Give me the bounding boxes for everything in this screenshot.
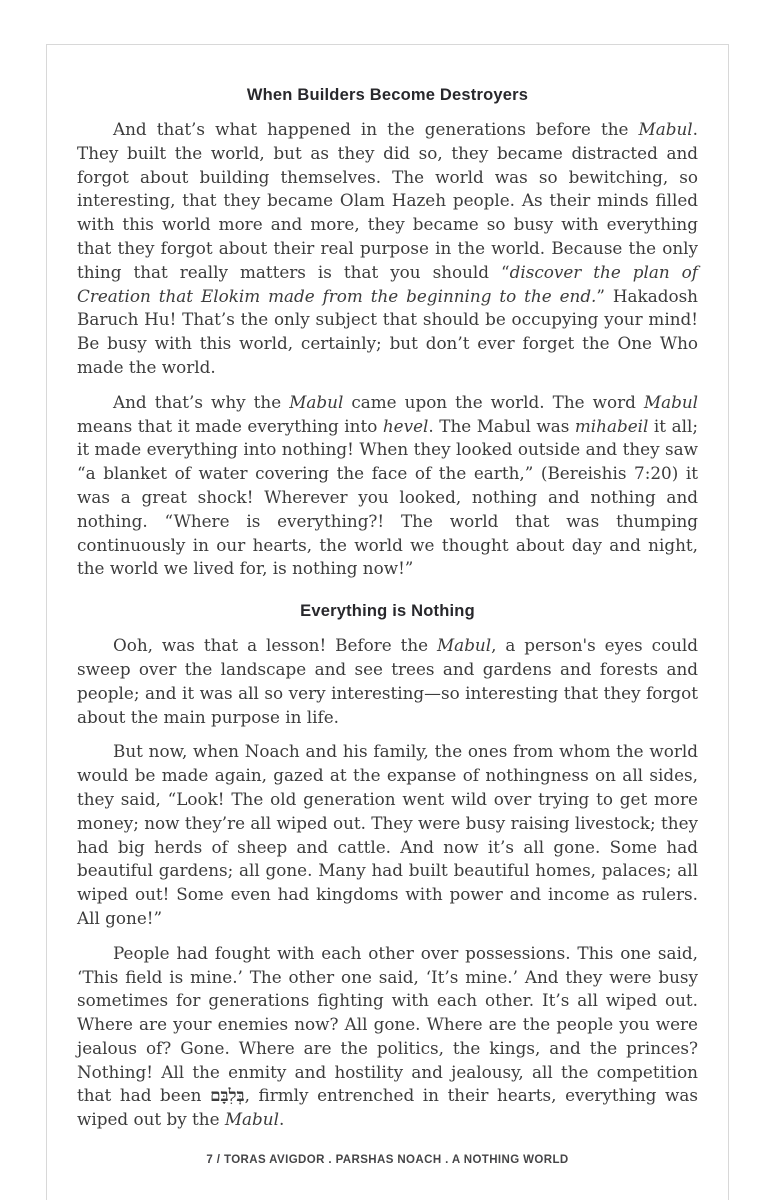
section-heading-everything-is-nothing: Everything is Nothing (300, 602, 475, 621)
paragraph-3: Ooh, was that a lesson! Before the Mabul, a person's eyes could sweep over the landscape and see trees and gardens and forests and people; and it was all so very interesting—so interesting that they forgot about the main purpose in life. (77, 635, 698, 727)
paragraph-1: And that’s what happened in the generations before the Mabul. They built the world, but as they did so, they became distracted and forgot about building themselves. The world was so bewitching, so interesting, that they became Olam Hazeh people. As their minds filled with this world more and more, they became so busy with everything that they forgot about their real purpose in the world. Because the only thing that really matters is that you should “discover the plan of Creation that Elokim made from the beginning to the end.” Hakadosh Baruch Hu! That’s the only subject that should be occupying your mind! Be busy with this world, certainly; but don’t ever forget the One Who made the world. (77, 119, 698, 377)
paragraph-4: But now, when Noach and his family, the ones from whom the world would be made again, gazed at the expanse of nothingness on all sides, they said, “Look! The old generation went wild over trying to get more money; now they’re all wiped out. They were busy raising livestock; they had big herds of sheep and cattle. And now it’s all gone. Some had beautiful gardens; all gone. Many had built beautiful homes, palaces; all wiped out! Some even had kingdoms with power and income as rulers. All gone!” (77, 741, 698, 928)
document-page (46, 44, 729, 1200)
section-heading-when-builders-become-destroyers: When Builders Become Destroyers (246, 86, 529, 104)
paragraph-2: And that’s why the Mabul came upon the world. The word Mabul means that it made everything into hevel. The Mabul was mihabeil it all; it made everything into nothing! When they looked outside and they saw “a blanket of water covering the face of the earth,” (Bereishis 7:20) it was a great shock! Wherever you looked, nothing and nothing and nothing. “Where is everything?! The world that was thumping continuously in our hearts, the world we thought about day and night, the world we lived for, is nothing now!” (77, 391, 698, 579)
page-footer: 7 / TORAS AVIGDOR . PARSHAS NOACH . A NOTHING WORLD (206, 1154, 569, 1167)
paragraph-5: People had fought with each other over possessions. This one said, ‘This field is mine.’ The other one said, ‘It’s mine.’ And they were busy sometimes for generations fighting with each other. It’s all wiped out. Where are your enemies now? All gone. Where are the people you were jealous of? Gone. Where are the politics, the kings, and the princes? Nothing! All the enmity and hostility and jealousy, all the competition that had been בְּלִבָּם, firmly entrenched in their hearts, everything was wiped out by the Mabul. (77, 942, 698, 1130)
